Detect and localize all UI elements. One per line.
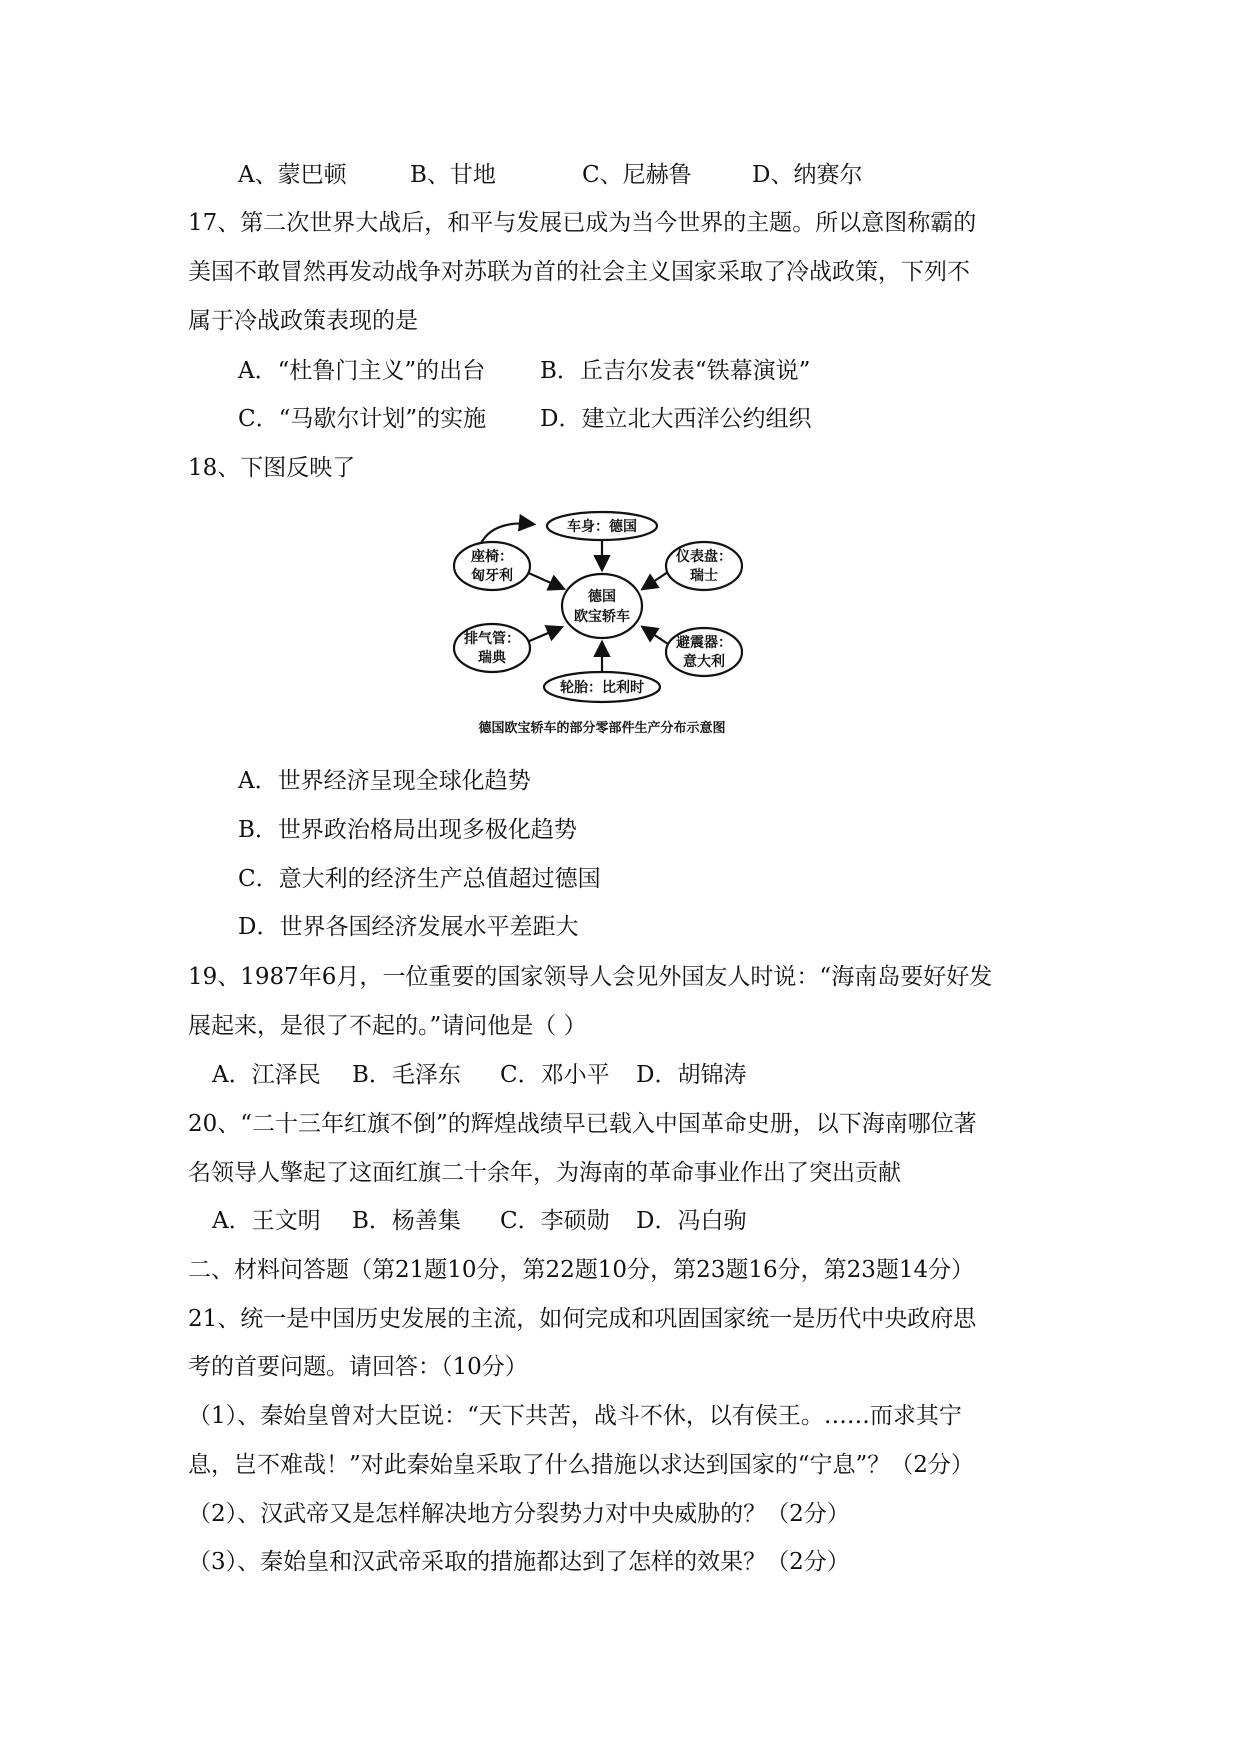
node-right-bottom-label-1: 避震器： bbox=[676, 635, 732, 651]
q17-option-d: D．建立北大西洋公约组织 bbox=[540, 406, 812, 432]
node-left-bottom-label-2: 瑞典 bbox=[478, 650, 506, 666]
q19-option-d: D．胡锦涛 bbox=[636, 1062, 747, 1088]
node-right-top-label-1: 仪表盘： bbox=[676, 549, 732, 565]
q21-sub2: （2）、汉武帝又是怎样解决地方分裂势力对中央威胁的？（2分） bbox=[188, 1501, 850, 1527]
q21-stem-line-2: 考的首要问题。请回答：（10分） bbox=[188, 1354, 528, 1380]
q17-stem-line-2: 美国不敢冒然再发动战争对苏联为首的社会主义国家采取了冷战政策，下列不 bbox=[188, 259, 970, 285]
node-left-bottom-label-1: 排气管： bbox=[464, 631, 520, 647]
node-top-label: 车身：德国 bbox=[567, 519, 637, 535]
q17-options-row-1 bbox=[238, 356, 810, 386]
q18-option-b: B．世界政治格局出现多极化趋势 bbox=[238, 817, 577, 843]
node-bottom-label: 轮胎：比利时 bbox=[560, 680, 644, 696]
q16-option-a: A、蒙巴顿 bbox=[238, 162, 347, 188]
node-center-label-1: 德国 bbox=[588, 589, 616, 605]
q18-option-d: D．世界各国经济发展水平差距大 bbox=[238, 914, 579, 940]
q20-option-b: B．杨善集 bbox=[352, 1208, 461, 1234]
q17-stem-line-1: 17、第二次世界大战后，和平与发展已成为当今世界的主题。所以意图称霸的 bbox=[188, 210, 977, 236]
q20-stem-line-1: 20、“二十三年红旗不倒”的辉煌战绩早已载入中国革命史册，以下海南哪位著 bbox=[188, 1111, 977, 1137]
node-right-top-label-2: 瑞士 bbox=[690, 568, 718, 584]
q17-option-c: C．“马歇尔计划”的实施 bbox=[238, 406, 487, 432]
q16-options bbox=[238, 160, 862, 190]
q21-sub1-line-1: （1）、秦始皇曾对大臣说：“天下共苦，战斗不休，以有侯王。……而求其宁 bbox=[188, 1403, 962, 1429]
q20-option-d: D．冯白驹 bbox=[636, 1208, 747, 1234]
node-left-top-label-1: 座椅： bbox=[471, 549, 513, 565]
q19-option-b: B．毛泽东 bbox=[352, 1062, 461, 1088]
q19-stem-line-1: 19、1987年6月，一位重要的国家领导人会见外国友人时说：“海南岛要好好发 bbox=[188, 964, 993, 990]
node-center bbox=[562, 574, 642, 638]
q21-stem-line-1: 21、统一是中国历史发展的主流，如何完成和巩固国家统一是历代中央政府思 bbox=[188, 1306, 977, 1332]
q20-options bbox=[212, 1206, 746, 1236]
q19-option-a: A．江泽民 bbox=[212, 1062, 321, 1088]
q21-sub3: （3）、秦始皇和汉武帝采取的措施都达到了怎样的效果？（2分） bbox=[188, 1549, 850, 1575]
q16-option-c: C、尼赫鲁 bbox=[582, 162, 692, 188]
section-2-heading: 二、材料问答题（第21题10分，第22题10分，第23题16分，第23题14分） bbox=[188, 1257, 975, 1283]
q19-stem-line-2: 展起来，是很了不起的。”请问他是（ ） bbox=[188, 1013, 587, 1039]
q18-option-a: A．世界经济呈现全球化趋势 bbox=[238, 768, 531, 794]
q20-option-a: A．王文明 bbox=[212, 1208, 321, 1234]
q17-options-row-2 bbox=[238, 404, 811, 434]
q17-option-b: B．丘吉尔发表“铁幕演说” bbox=[540, 358, 811, 384]
diagram-caption: 德国欧宝轿车的部分零部件生产分布示意图 bbox=[478, 721, 726, 736]
q18-stem: 18、下图反映了 bbox=[188, 455, 356, 481]
opel-parts-diagram bbox=[452, 510, 782, 740]
q20-option-c: C．李硕勋 bbox=[500, 1208, 610, 1234]
q17-option-a: A．“杜鲁门主义”的出台 bbox=[238, 358, 486, 384]
q19-options bbox=[212, 1060, 746, 1090]
q20-stem-line-2: 名领导人擎起了这面红旗二十余年，为海南的革命事业作出了突出贡献 bbox=[188, 1160, 901, 1186]
q17-stem-line-3: 属于冷战政策表现的是 bbox=[188, 308, 418, 334]
q16-option-b: B、甘地 bbox=[410, 162, 496, 188]
node-right-bottom-label-2: 意大利 bbox=[683, 654, 725, 670]
q21-sub1-line-2: 息，岂不难哉！”对此秦始皇采取了什么措施以求达到国家的“宁息”？（2分） bbox=[188, 1452, 974, 1478]
node-left-top-label-2: 匈牙利 bbox=[471, 568, 513, 584]
node-center-label-2: 欧宝轿车 bbox=[574, 609, 630, 625]
q16-option-d: D、纳赛尔 bbox=[752, 162, 863, 188]
q19-option-c: C．邓小平 bbox=[500, 1062, 610, 1088]
q18-option-c: C．意大利的经济生产总值超过德国 bbox=[238, 866, 601, 892]
